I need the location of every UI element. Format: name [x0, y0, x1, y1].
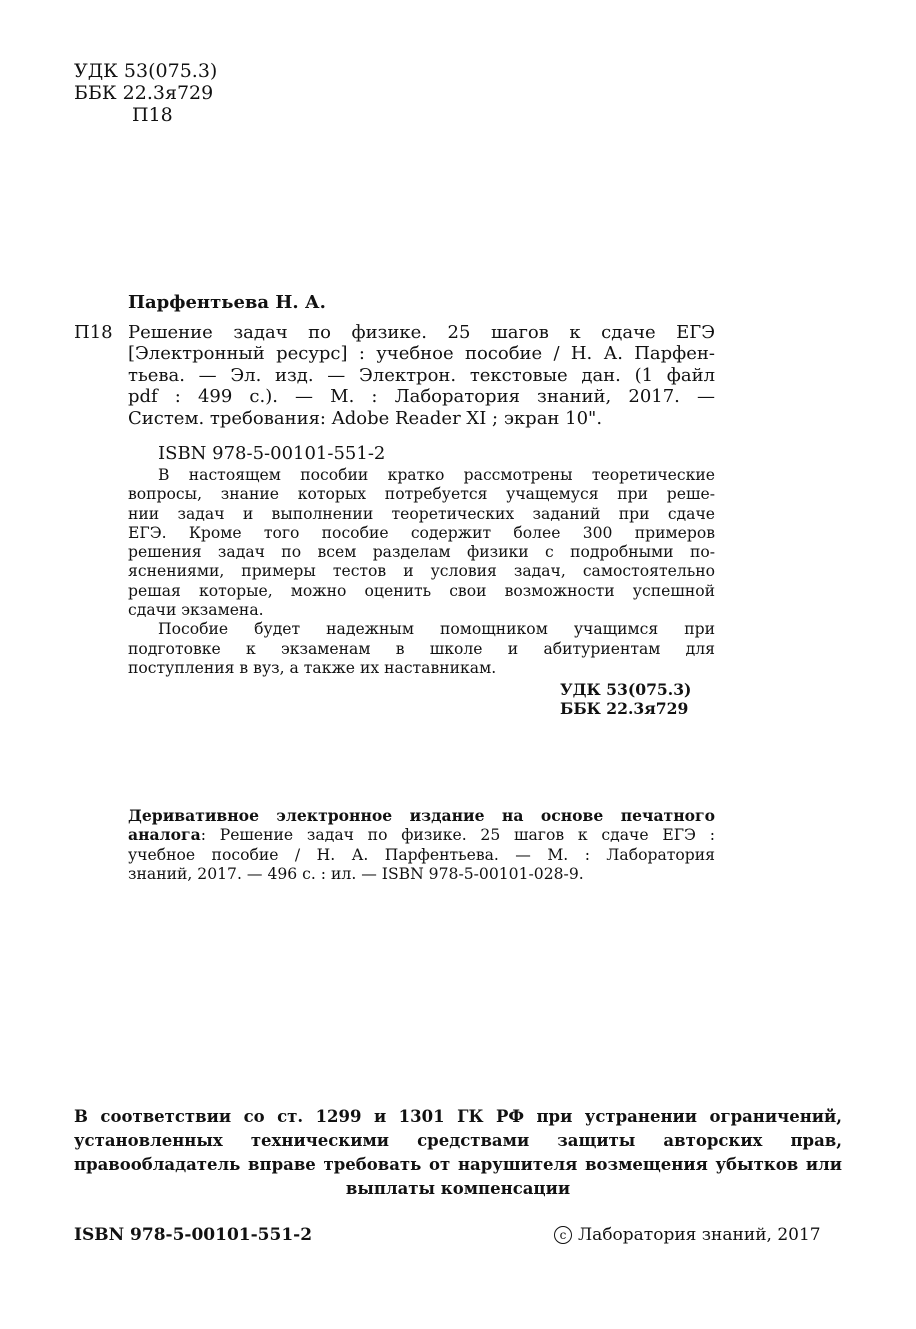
annotation-line: решения задач по всем разделам физики с подробными по-: [128, 543, 715, 562]
copyright-icon: c: [554, 1226, 572, 1244]
footer-isbn: ISBN 978-5-00101-551-2: [74, 1225, 313, 1245]
derivative-line: Деривативное электронное издание на основе печатного: [128, 806, 715, 825]
annotation-line: В настоящем пособии кратко рассмотрены теоретические: [158, 466, 715, 484]
annotation-line: решая которые, можно оценить свои возможности успешной: [128, 581, 715, 600]
legal-line: В соответствии со ст. 1299 и 1301 ГК РФ при устранении ограничений,: [74, 1107, 842, 1126]
derivative-line: учебное пособие / Н. А. Парфентьева. — М. : Лаборатория: [128, 845, 715, 864]
annotation-line: нии задач и выполнении теоретических заданий при сдаче: [128, 504, 715, 523]
author-mark: П18: [132, 104, 173, 126]
annotation-line: сдачи экзамена.: [128, 601, 264, 620]
derivative-line: [128, 825, 715, 845]
annotation-line: подготовке к экзаменам в школе и абитуриентам для: [128, 639, 715, 658]
card-author: Парфентьева Н. А.: [128, 292, 326, 313]
legal-line: правообладатель вправе требовать от нарушителя возмещения убытков или: [74, 1155, 842, 1174]
udk-code: УДК 53(075.3): [74, 60, 218, 82]
annotation-line: Пособие будет надежным помощником учащимся при: [158, 620, 715, 639]
annotation-classification: [560, 680, 715, 719]
legal-line: установленных техническими средствами защиты авторских прав,: [74, 1131, 842, 1150]
annotation-bbk: ББК 22.3я729: [560, 699, 689, 719]
card-line: Решение задач по физике. 25 шагов к сдаче ЕГЭ: [128, 322, 715, 343]
annotation: [128, 466, 715, 678]
derivative-bold-start: аналога: [128, 825, 201, 845]
bibliographic-description: [128, 322, 715, 429]
legal-line: выплаты компенсации: [345, 1179, 571, 1198]
classification-codes: [74, 60, 217, 126]
card-line: Систем. требования: Adobe Reader XI ; экран 10".: [128, 407, 603, 429]
annotation-line: яснениями, примеры тестов и условия задач, самостоятельно: [128, 562, 715, 581]
card-isbn: ISBN 978-5-00101-551-2: [158, 443, 386, 464]
card-line: тьева. — Эл. изд. — Электрон. текстовые дан. (1 файл: [128, 364, 715, 386]
annotation-line: вопросы, знание которых потребуется учащемуся при реше-: [128, 485, 715, 504]
card-line: pdf : 499 с.). — М. : Лаборатория знаний, 2017. —: [128, 386, 715, 408]
card-author-mark: П18: [74, 322, 113, 343]
card-line: [Электронный ресурс] : учебное пособие / Н. А. Парфен-: [128, 343, 715, 365]
copyright-text: Лаборатория знаний, 2017: [578, 1225, 821, 1245]
annotation-udk: УДК 53(075.3): [560, 680, 692, 699]
copyright-notice: [554, 1225, 821, 1245]
derivative-line: знаний, 2017. — 496 с. : ил. — ISBN 978-5-00101-028-9.: [128, 864, 584, 883]
legal-notice: [74, 1105, 842, 1201]
bbk-code: ББК 22.3я729: [74, 82, 214, 104]
derivative-edition-note: [128, 806, 715, 884]
annotation-line: ЕГЭ. Кроме того пособие содержит более 300 примеров: [128, 523, 715, 542]
annotation-line: поступления в вуз, а также их наставникам.: [128, 658, 497, 677]
derivative-rest: : Решение задач по физике. 25 шагов к сдаче ЕГЭ :: [200, 826, 715, 845]
